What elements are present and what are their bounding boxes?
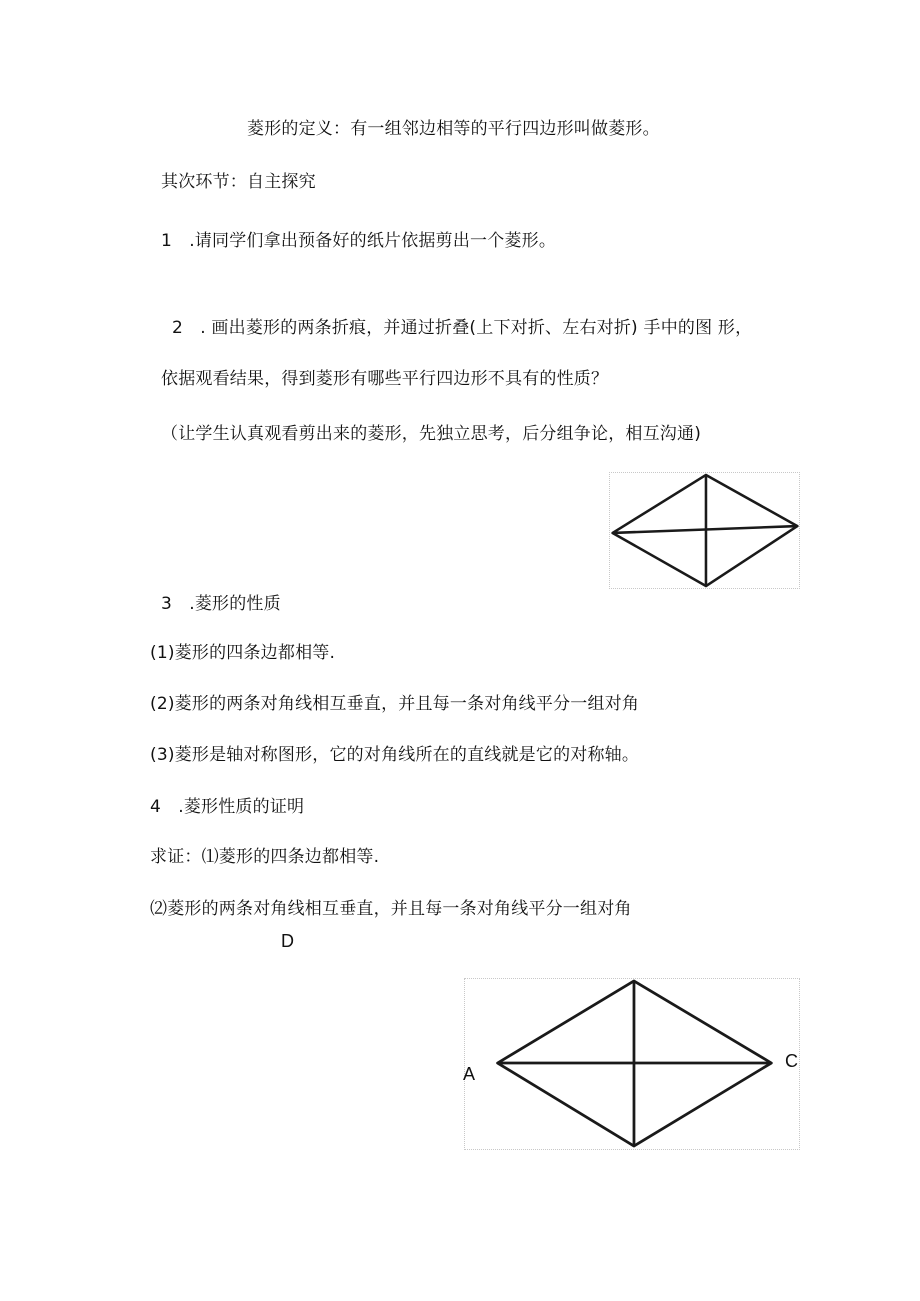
step-4-heading: 4 .菱形性质的证明 (150, 797, 305, 817)
property-2: (2)菱形的两条对角线相互垂直，并且每一条对角线平分一组对角 (150, 694, 640, 714)
rhombus-figure-large (464, 978, 800, 1150)
rhombus-definition: 菱形的定义：有一组邻边相等的平行四边形叫做菱形。 (247, 119, 660, 139)
step-3-heading: 3 .菱形的性质 (161, 594, 281, 614)
prove-item-1: 求证：⑴菱形的四条边都相等. (150, 847, 380, 867)
rhombus-diagram-small (610, 473, 799, 588)
step-1-text: 1 .请同学们拿出预备好的纸片依据剪出一个菱形。 (161, 231, 557, 251)
step-2-continuation: 依据观看结果，得到菱形有哪些平行四边形不具有的性质？ (161, 369, 609, 389)
step-2-text: 2 . 画出菱形的两条折痕，并通过折叠(上下对折、左右对折) 手中的图 形， (172, 318, 753, 338)
prove-item-2: ⑵菱形的两条对角线相互垂直，并且每一条对角线平分一组对角 (150, 899, 632, 919)
teaching-note: （让学生认真观看剪出来的菱形，先独立思考，后分组争论，相互沟通) (161, 424, 702, 444)
property-1: (1)菱形的四条边都相等. (150, 643, 336, 663)
vertex-label-d: D (281, 931, 294, 951)
rhombus-figure-small (609, 472, 800, 589)
section-heading-explore: 其次环节：自主探究 (161, 172, 316, 192)
vertex-label-a: A (463, 1064, 476, 1084)
rhombus-diagram-large (465, 979, 799, 1149)
property-3: (3)菱形是轴对称图形，它的对角线所在的直线就是它的对称轴。 (150, 745, 640, 765)
vertex-label-c: C (785, 1051, 798, 1071)
